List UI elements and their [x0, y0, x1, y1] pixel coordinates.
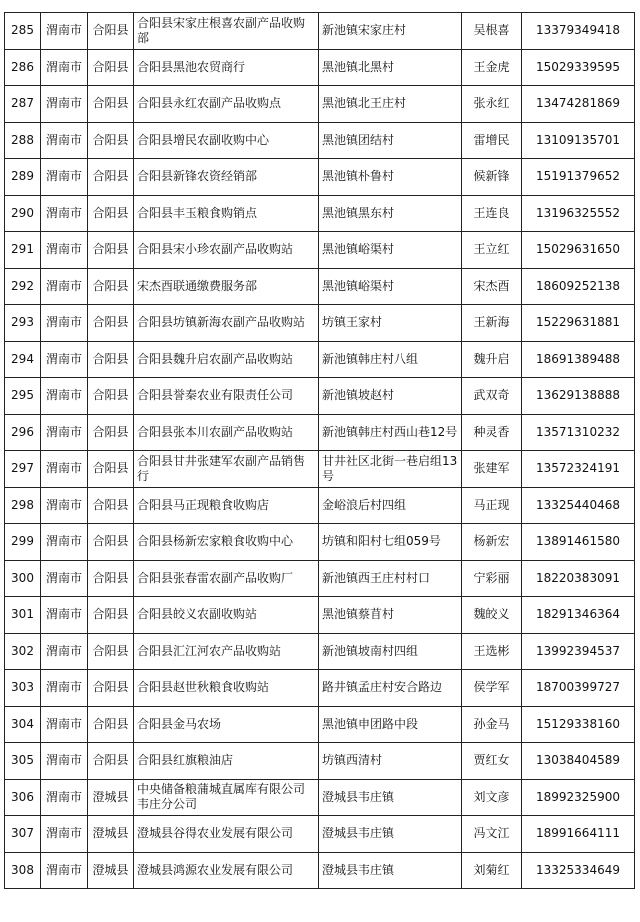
- phone-cell: 18291346364: [522, 597, 635, 634]
- phone-cell: 13474281869: [522, 86, 635, 123]
- row-number: 295: [5, 378, 41, 415]
- county-cell: 合阳县: [88, 49, 134, 86]
- table-row: [5, 159, 635, 196]
- contact-name-cell: 孙金马: [462, 706, 522, 743]
- table-body: [5, 13, 635, 889]
- county-cell: 澄城县: [88, 779, 134, 816]
- county-cell: 合阳县: [88, 451, 134, 488]
- business-name-cell: 合阳县黑池农贸商行: [134, 49, 319, 86]
- county-cell: 合阳县: [88, 122, 134, 159]
- business-name-cell: 合阳县宋小珍农副产品收购站: [134, 232, 319, 269]
- city-cell: 渭南市: [41, 524, 88, 561]
- row-number: 298: [5, 487, 41, 524]
- contact-name-cell: 种灵香: [462, 414, 522, 451]
- city-cell: 渭南市: [41, 378, 88, 415]
- business-name-cell: 合阳县红旗粮油店: [134, 743, 319, 780]
- contact-name-cell: 王连良: [462, 195, 522, 232]
- phone-cell: 18991664111: [522, 816, 635, 853]
- address-cell: 澄城县韦庄镇: [319, 852, 462, 889]
- county-cell: 合阳县: [88, 86, 134, 123]
- table-row: [5, 13, 635, 50]
- city-cell: 渭南市: [41, 49, 88, 86]
- row-number: 290: [5, 195, 41, 232]
- county-cell: 合阳县: [88, 232, 134, 269]
- contact-name-cell: 马正现: [462, 487, 522, 524]
- business-name-cell: 合阳县杨新宏家粮食收购中心: [134, 524, 319, 561]
- row-number: 296: [5, 414, 41, 451]
- county-cell: 澄城县: [88, 816, 134, 853]
- table-row: [5, 487, 635, 524]
- row-number: 304: [5, 706, 41, 743]
- table-row: [5, 195, 635, 232]
- row-number: 305: [5, 743, 41, 780]
- contact-name-cell: 宋杰酉: [462, 268, 522, 305]
- address-cell: 黑池镇蔡苜村: [319, 597, 462, 634]
- county-cell: 合阳县: [88, 487, 134, 524]
- row-number: 286: [5, 49, 41, 86]
- row-number: 289: [5, 159, 41, 196]
- table-row: [5, 86, 635, 123]
- business-name-cell: 合阳县新锋农资经销部: [134, 159, 319, 196]
- county-cell: 合阳县: [88, 378, 134, 415]
- business-name-cell: 宋杰酉联通缴费服务部: [134, 268, 319, 305]
- business-name-cell: 合阳县丰玉粮食购销点: [134, 195, 319, 232]
- row-number: 299: [5, 524, 41, 561]
- county-cell: 合阳县: [88, 414, 134, 451]
- phone-cell: 18700399727: [522, 670, 635, 707]
- county-cell: 澄城县: [88, 852, 134, 889]
- business-name-cell: 合阳县汇江河农产品收购站: [134, 633, 319, 670]
- table-row: [5, 706, 635, 743]
- city-cell: 渭南市: [41, 341, 88, 378]
- phone-cell: 18220383091: [522, 560, 635, 597]
- contact-name-cell: 刘菊红: [462, 852, 522, 889]
- phone-cell: 18609252138: [522, 268, 635, 305]
- phone-cell: 13572324191: [522, 451, 635, 488]
- phone-cell: 13992394537: [522, 633, 635, 670]
- address-cell: 黑池镇峪渠村: [319, 232, 462, 269]
- phone-cell: 15191379652: [522, 159, 635, 196]
- row-number: 303: [5, 670, 41, 707]
- address-cell: 黑池镇黑东村: [319, 195, 462, 232]
- city-cell: 渭南市: [41, 159, 88, 196]
- row-number: 308: [5, 852, 41, 889]
- contact-name-cell: 张建军: [462, 451, 522, 488]
- city-cell: 渭南市: [41, 122, 88, 159]
- table-row: [5, 633, 635, 670]
- address-cell: 路井镇孟庄村安合路边: [319, 670, 462, 707]
- contact-name-cell: 杨新宏: [462, 524, 522, 561]
- business-name-cell: 合阳县皎义农副收购站: [134, 597, 319, 634]
- table-row: [5, 49, 635, 86]
- address-cell: 新池镇西王庄村村口: [319, 560, 462, 597]
- business-name-cell: 合阳县宋家庄根喜农副产品收购部: [134, 13, 319, 50]
- phone-cell: 13379349418: [522, 13, 635, 50]
- address-cell: 黑池镇峪渠村: [319, 268, 462, 305]
- city-cell: 渭南市: [41, 268, 88, 305]
- county-cell: 合阳县: [88, 670, 134, 707]
- purchaser-table: [4, 12, 635, 889]
- table-row: [5, 743, 635, 780]
- address-cell: 黑池镇朴鲁村: [319, 159, 462, 196]
- contact-name-cell: 候新锋: [462, 159, 522, 196]
- table-row: [5, 378, 635, 415]
- county-cell: 合阳县: [88, 13, 134, 50]
- phone-cell: 18691389488: [522, 341, 635, 378]
- county-cell: 合阳县: [88, 341, 134, 378]
- phone-cell: 13325334649: [522, 852, 635, 889]
- business-name-cell: 合阳县魏升启农副产品收购站: [134, 341, 319, 378]
- address-cell: 金峪浪后村四组: [319, 487, 462, 524]
- table-row: [5, 560, 635, 597]
- table-container: [4, 12, 635, 889]
- address-cell: 新池镇坡赵村: [319, 378, 462, 415]
- business-name-cell: 合阳县赵世秋粮食收购站: [134, 670, 319, 707]
- table-row: [5, 816, 635, 853]
- phone-cell: 13629138888: [522, 378, 635, 415]
- city-cell: 渭南市: [41, 232, 88, 269]
- address-cell: 黑池镇申团路中段: [319, 706, 462, 743]
- row-number: 287: [5, 86, 41, 123]
- contact-name-cell: 魏皎义: [462, 597, 522, 634]
- address-cell: 澄城县韦庄镇: [319, 779, 462, 816]
- county-cell: 合阳县: [88, 268, 134, 305]
- table-row: [5, 341, 635, 378]
- city-cell: 渭南市: [41, 305, 88, 342]
- city-cell: 渭南市: [41, 487, 88, 524]
- table-row: [5, 305, 635, 342]
- business-name-cell: 合阳县坊镇新海农副产品收购站: [134, 305, 319, 342]
- city-cell: 渭南市: [41, 451, 88, 488]
- business-name-cell: 澄城县谷得农业发展有限公司: [134, 816, 319, 853]
- contact-name-cell: 吴根喜: [462, 13, 522, 50]
- phone-cell: 15229631881: [522, 305, 635, 342]
- table-row: [5, 414, 635, 451]
- contact-name-cell: 刘文彦: [462, 779, 522, 816]
- row-number: 297: [5, 451, 41, 488]
- contact-name-cell: 魏升启: [462, 341, 522, 378]
- business-name-cell: 合阳县金马农场: [134, 706, 319, 743]
- city-cell: 渭南市: [41, 560, 88, 597]
- row-number: 302: [5, 633, 41, 670]
- county-cell: 合阳县: [88, 597, 134, 634]
- address-cell: 坊镇西清村: [319, 743, 462, 780]
- city-cell: 渭南市: [41, 743, 88, 780]
- contact-name-cell: 王立红: [462, 232, 522, 269]
- phone-cell: 18992325900: [522, 779, 635, 816]
- address-cell: 甘井社区北街一巷启组13号: [319, 451, 462, 488]
- table-row: [5, 232, 635, 269]
- address-cell: 黑池镇北王庄村: [319, 86, 462, 123]
- city-cell: 渭南市: [41, 779, 88, 816]
- county-cell: 合阳县: [88, 743, 134, 780]
- city-cell: 渭南市: [41, 670, 88, 707]
- business-name-cell: 合阳县誉秦农业有限责任公司: [134, 378, 319, 415]
- city-cell: 渭南市: [41, 414, 88, 451]
- row-number: 300: [5, 560, 41, 597]
- business-name-cell: 合阳县张本川农副产品收购站: [134, 414, 319, 451]
- address-cell: 新池镇韩庄村西山巷12号: [319, 414, 462, 451]
- business-name-cell: 合阳县甘井张建军农副产品销售行: [134, 451, 319, 488]
- phone-cell: 13109135701: [522, 122, 635, 159]
- contact-name-cell: 王新海: [462, 305, 522, 342]
- address-cell: 坊镇王家村: [319, 305, 462, 342]
- contact-name-cell: 侯学军: [462, 670, 522, 707]
- city-cell: 渭南市: [41, 633, 88, 670]
- address-cell: 黑池镇团结村: [319, 122, 462, 159]
- row-number: 301: [5, 597, 41, 634]
- business-name-cell: 中央储备粮蒲城直属库有限公司韦庄分公司: [134, 779, 319, 816]
- county-cell: 合阳县: [88, 706, 134, 743]
- address-cell: 新池镇韩庄村八组: [319, 341, 462, 378]
- contact-name-cell: 宁彩丽: [462, 560, 522, 597]
- address-cell: 澄城县韦庄镇: [319, 816, 462, 853]
- contact-name-cell: 冯文江: [462, 816, 522, 853]
- contact-name-cell: 王金虎: [462, 49, 522, 86]
- address-cell: 新池镇坡南村四组: [319, 633, 462, 670]
- contact-name-cell: 王选彬: [462, 633, 522, 670]
- row-number: 288: [5, 122, 41, 159]
- address-cell: 黑池镇北黑村: [319, 49, 462, 86]
- city-cell: 渭南市: [41, 13, 88, 50]
- contact-name-cell: 张永红: [462, 86, 522, 123]
- row-number: 292: [5, 268, 41, 305]
- contact-name-cell: 武双奇: [462, 378, 522, 415]
- row-number: 291: [5, 232, 41, 269]
- table-row: [5, 524, 635, 561]
- table-row: [5, 670, 635, 707]
- city-cell: 渭南市: [41, 195, 88, 232]
- table-row: [5, 268, 635, 305]
- city-cell: 渭南市: [41, 86, 88, 123]
- table-row: [5, 852, 635, 889]
- business-name-cell: 合阳县增民农副收购中心: [134, 122, 319, 159]
- phone-cell: 13196325552: [522, 195, 635, 232]
- city-cell: 渭南市: [41, 852, 88, 889]
- county-cell: 合阳县: [88, 159, 134, 196]
- phone-cell: 13891461580: [522, 524, 635, 561]
- city-cell: 渭南市: [41, 706, 88, 743]
- phone-cell: 15029631650: [522, 232, 635, 269]
- row-number: 307: [5, 816, 41, 853]
- table-row: [5, 122, 635, 159]
- phone-cell: 15129338160: [522, 706, 635, 743]
- business-name-cell: 合阳县永红农副产品收购点: [134, 86, 319, 123]
- address-cell: 坊镇和阳村七组059号: [319, 524, 462, 561]
- phone-cell: 15029339595: [522, 49, 635, 86]
- business-name-cell: 合阳县马正现粮食收购店: [134, 487, 319, 524]
- row-number: 285: [5, 13, 41, 50]
- table-row: [5, 779, 635, 816]
- phone-cell: 13325440468: [522, 487, 635, 524]
- county-cell: 合阳县: [88, 195, 134, 232]
- row-number: 306: [5, 779, 41, 816]
- city-cell: 渭南市: [41, 816, 88, 853]
- row-number: 294: [5, 341, 41, 378]
- contact-name-cell: 雷增民: [462, 122, 522, 159]
- table-row: [5, 597, 635, 634]
- county-cell: 合阳县: [88, 305, 134, 342]
- business-name-cell: 合阳县张春雷农副产品收购厂: [134, 560, 319, 597]
- phone-cell: 13038404589: [522, 743, 635, 780]
- table-row: [5, 451, 635, 488]
- address-cell: 新池镇宋家庄村: [319, 13, 462, 50]
- phone-cell: 13571310232: [522, 414, 635, 451]
- county-cell: 合阳县: [88, 524, 134, 561]
- city-cell: 渭南市: [41, 597, 88, 634]
- row-number: 293: [5, 305, 41, 342]
- business-name-cell: 澄城县鸿源农业发展有限公司: [134, 852, 319, 889]
- contact-name-cell: 贾红女: [462, 743, 522, 780]
- county-cell: 合阳县: [88, 560, 134, 597]
- county-cell: 合阳县: [88, 633, 134, 670]
